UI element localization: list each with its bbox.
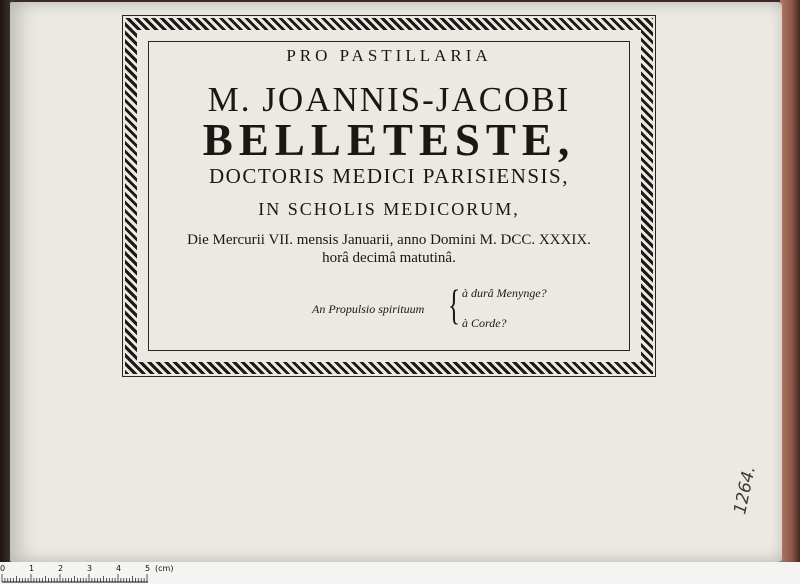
ruler-label: 2	[58, 564, 64, 573]
ruler-label: 4	[116, 564, 122, 573]
candidate-title: DOCTORIS MEDICI PARISIENSIS,	[209, 164, 569, 188]
question-prefix: An Propulsio spirituum	[312, 302, 425, 316]
candidate-surname: BELLETESTE,	[202, 115, 576, 165]
book-board-edge	[780, 0, 800, 584]
candidate-name: M. JOANNIS-JACOBI	[207, 80, 571, 119]
ruler-graphic	[0, 562, 800, 584]
handwritten-shelfmark: 1264.	[730, 464, 760, 516]
brace-symbol: {	[448, 283, 461, 329]
date-line: Die Mercurii VII. mensis Januarii, anno Domini M. DCC. XXXIX.	[187, 232, 591, 248]
question-option-2: à Corde?	[462, 316, 507, 330]
thesis-question	[312, 284, 612, 332]
time-line: horâ decimâ matutinâ.	[322, 250, 456, 266]
ruler-label: 0	[0, 564, 6, 573]
heading-pro-pastillaria: PRO PASTILLARIA	[286, 46, 492, 65]
venue: IN SCHOLIS MEDICORUM,	[258, 199, 520, 219]
question-option-1: à durâ Menynge?	[462, 286, 547, 300]
ruler-label: 5	[145, 564, 151, 573]
ruler-label: 1	[29, 564, 35, 573]
scale-ruler	[0, 562, 800, 584]
ruler-unit: (cm)	[155, 564, 174, 573]
ruler-label: 3	[87, 564, 93, 573]
